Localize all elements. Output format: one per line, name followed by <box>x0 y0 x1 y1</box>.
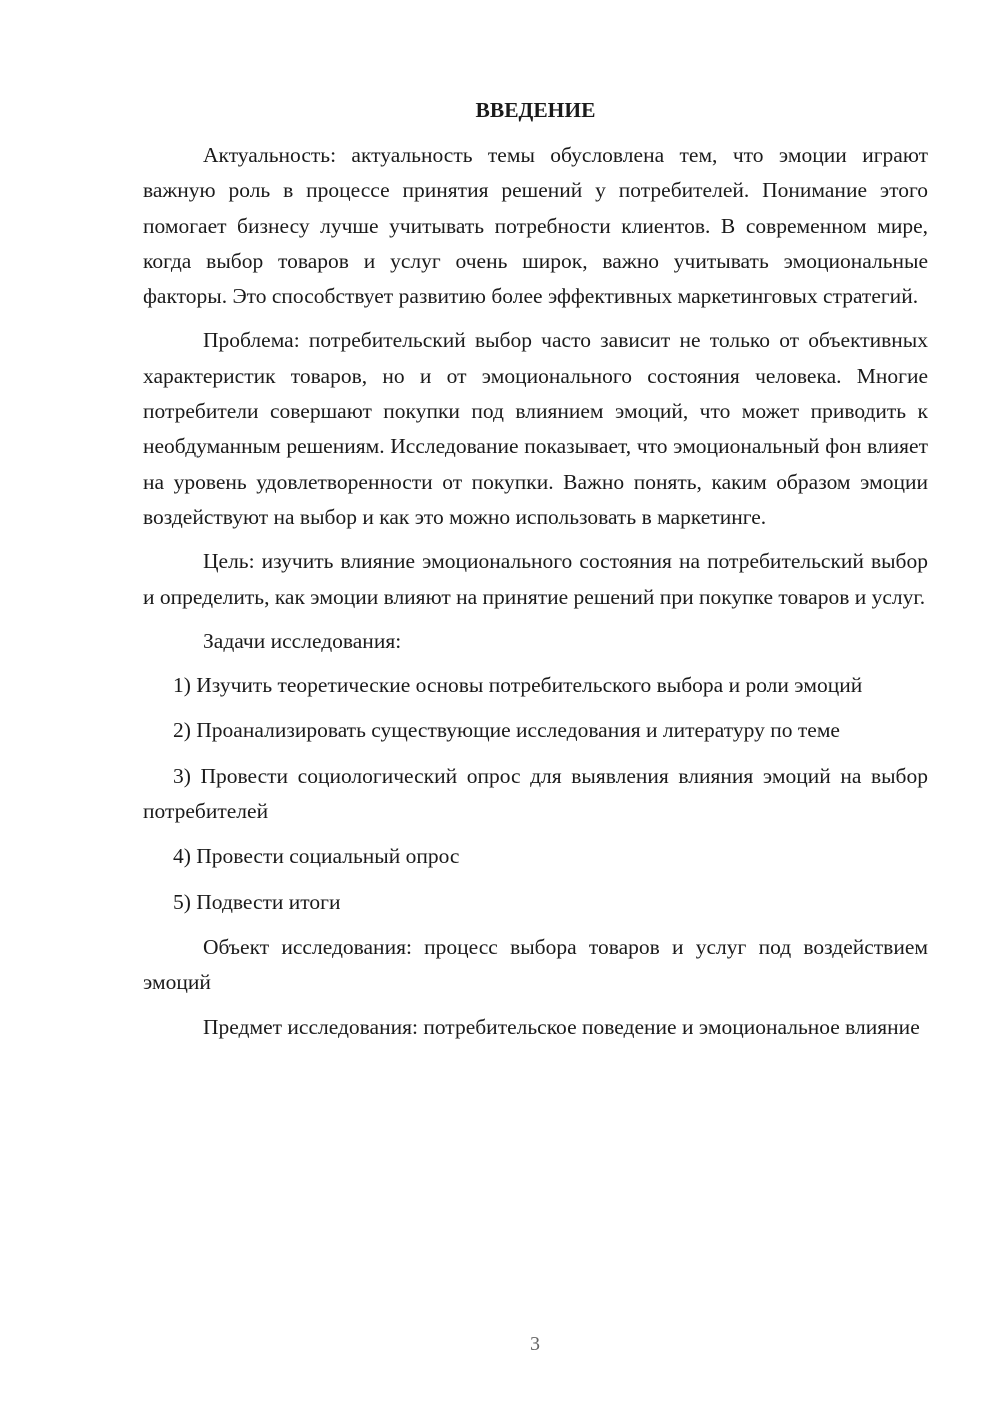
section-title: ВВЕДЕНИЕ <box>475 98 596 122</box>
task-item: 2) Проанализировать существующие исследования и литературу по теме <box>173 718 840 743</box>
task-item: 1) Изучить теоретические основы потребительского выбора и роли эмоций <box>173 673 863 698</box>
task-item: 4) Провести социальный опрос <box>173 844 460 869</box>
goal-paragraph: Цель: изучить влияние эмоционального состояния на потребительский выбор и определить, как эмоции влияют на принятие решений при покупке товаров и услуг. <box>143 549 928 609</box>
page-number: 3 <box>530 1333 540 1355</box>
object-paragraph: Объект исследования: процесс выбора товаров и услуг под воздействием эмоций <box>143 934 928 995</box>
tasks-heading: Задачи исследования: <box>203 628 402 653</box>
relevance-paragraph: Актуальность: актуальность темы обусловлена тем, что эмоции играют важную роль в процессе принятия решений у потребителей. Понимание этого помогает бизнесу лучше учитывать потребности клиентов. В современном мире, когда выбор товаров и услуг очень широк, важно учитывать эмоциональные факторы. Это способствует развитию более эффективных маркетинговых стратегий. <box>143 143 928 309</box>
problem-paragraph: Проблема: потребительский выбор часто зависит не только от объективных характеристик товаров, но и от эмоционального состояния человека. Многие потребители совершают покупки под влиянием эмоций, что может приводить к необдуманным решениям. Исследование показывает, что эмоциональный фон влияет на уровень удовлетворенности от покупки. Важно понять, каким образом эмоции воздействуют на выбор и как это можно использовать в маркетинге. <box>143 328 928 529</box>
task-item: 3) Провести социологический опрос для выявления влияния эмоций на выбор потребителей <box>143 763 928 824</box>
document-page <box>143 92 928 1054</box>
task-item: 5) Подвести итоги <box>173 889 341 914</box>
subject-paragraph: Предмет исследования: потребительское поведение и эмоциональное влияние <box>203 1014 920 1039</box>
